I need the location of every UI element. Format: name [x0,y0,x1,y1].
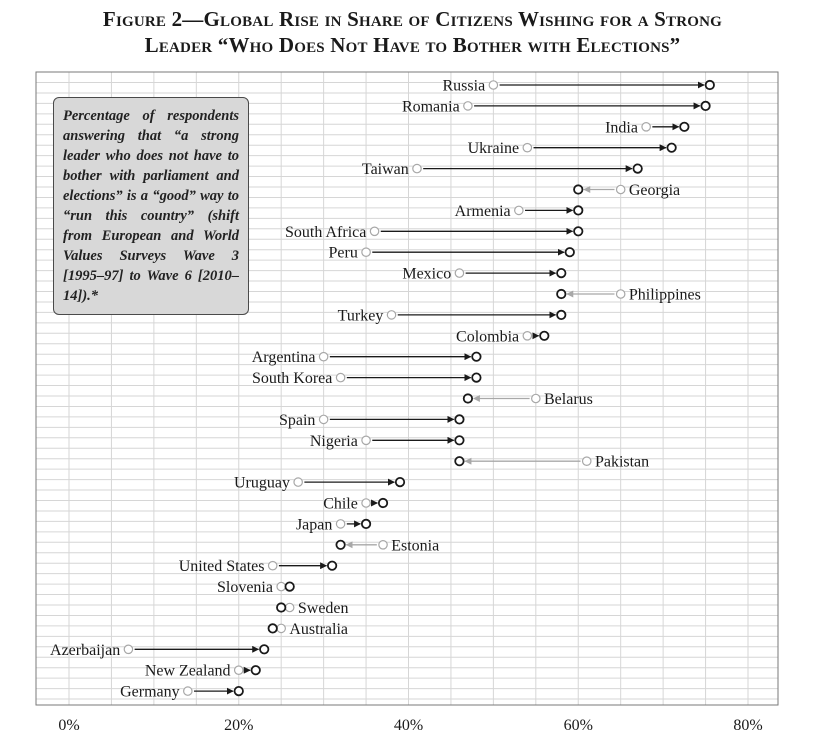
x-tick-label: 20% [224,717,254,734]
wave6-point [633,164,641,172]
country-label: South Africa [285,223,367,241]
country-label: Russia [442,77,486,95]
country-label: Japan [295,516,333,534]
wave6-point [574,206,582,214]
country-label: Spain [278,411,316,429]
country-row [455,454,649,471]
wave6-point [235,687,243,695]
wave6-point [362,520,370,528]
x-axis-ticks [58,717,762,734]
country-row [402,266,565,283]
wave6-point [566,248,574,256]
country-row [50,642,268,659]
wave3-point [616,290,624,298]
methodology-note: Percentage of respondents answering that “a strong leader who does not have to bother with parliament and elections” is a “good” way to “run this country” (shift from European and World Values Surveys Wave 3 [1995–97] to Wave 6 [2010–14]).* [53,97,249,315]
wave6-point [455,436,463,444]
wave3-point [277,624,285,632]
wave3-point [523,332,531,340]
country-label: Azerbaijan [50,641,121,659]
wave3-point [523,144,531,152]
wave6-point [260,645,268,653]
country-label: Slovenia [216,579,273,597]
x-tick-label: 80% [733,717,763,734]
wave6-point [557,311,565,319]
country-label: Philippines [628,286,701,304]
country-row [455,203,583,220]
wave6-point [574,185,582,193]
wave6-point [574,227,582,235]
country-label: Georgia [628,182,681,199]
country-label: India [605,119,638,137]
figure-title-line-2: Leader “Who Does Not Have to Bother with Elections” [144,33,681,57]
country-label: Romania [401,98,460,116]
wave6-point [285,582,293,590]
country-label: Argentina [251,349,316,367]
wave6-point [680,123,688,131]
x-tick-label: 0% [58,717,80,734]
wave3-point [515,206,523,214]
country-row [145,663,260,680]
wave3-point [413,164,421,172]
country-row [605,119,688,136]
figure-title-line-1: Figure 2—Global Rise in Share of Citizens Wishing for a Strong [102,7,723,31]
wave3-point [362,248,370,256]
country-row [296,516,370,533]
country-label: Pakistan [594,453,650,471]
wave3-point [387,311,395,319]
country-label: South Korea [251,370,333,388]
country-row [234,475,404,492]
wave6-point [396,478,404,486]
wave6-point [472,353,480,361]
country-row [468,140,676,157]
country-label: Nigeria [309,432,358,450]
wave6-point [701,102,709,110]
wave3-point [379,541,387,549]
country-row [464,391,593,408]
wave3-point [362,499,370,507]
wave6-point [455,415,463,423]
country-label: United States [178,558,265,576]
country-row [456,328,548,345]
wave3-point [642,123,650,131]
wave6-point [667,144,675,152]
country-label: Belarus [544,391,593,408]
country-label: Estonia [391,537,440,555]
x-tick-label: 60% [563,717,593,734]
wave6-point [336,541,344,549]
wave6-point [328,562,336,570]
wave3-point [124,645,132,653]
wave6-point [557,290,565,298]
country-row [362,161,642,178]
wave6-point [269,624,277,632]
wave3-point [362,436,370,444]
country-label: Sweden [297,600,349,617]
wave3-point [285,603,293,611]
wave6-point [706,81,714,89]
country-row [277,600,349,617]
wave3-point [455,269,463,277]
wave3-point [583,457,591,465]
wave3-point [464,102,472,110]
country-label: Australia [289,620,349,638]
wave3-point [319,415,327,423]
country-label: Colombia [456,328,520,346]
country-row [269,621,349,638]
country-label: Mexico [402,265,452,283]
country-label: Germany [120,683,180,701]
country-row [120,684,243,701]
country-row [179,558,337,575]
wave3-point [294,478,302,486]
country-row [338,307,566,324]
wave6-point [472,373,480,381]
wave3-point [532,394,540,402]
wave6-point [277,603,285,611]
country-label: Peru [328,244,358,262]
wave6-point [252,666,260,674]
wave6-point [464,394,472,402]
country-row [323,496,387,513]
x-tick-label: 40% [393,717,424,734]
wave3-point [277,582,285,590]
country-label: Uruguay [233,474,290,492]
wave3-point [235,666,243,674]
wave6-point [455,457,463,465]
country-row [279,412,464,429]
wave3-point [319,353,327,361]
country-label: Taiwan [361,161,409,179]
country-label: Chile [323,495,358,513]
country-label: New Zealand [144,662,231,680]
country-row [285,224,582,241]
wave6-point [557,269,565,277]
country-row [336,537,439,554]
country-row [217,579,294,596]
wave3-point [336,520,344,528]
wave3-point [616,185,624,193]
country-label: Armenia [454,202,511,220]
country-row [310,433,464,450]
country-label: Turkey [337,307,384,325]
wave3-point [269,562,277,570]
wave3-point [184,687,192,695]
country-label: Ukraine [467,140,520,158]
country-row [574,182,680,199]
wave3-point [370,227,378,235]
wave3-point [336,373,344,381]
wave3-point [489,81,497,89]
wave6-point [379,499,387,507]
wave6-point [540,332,548,340]
